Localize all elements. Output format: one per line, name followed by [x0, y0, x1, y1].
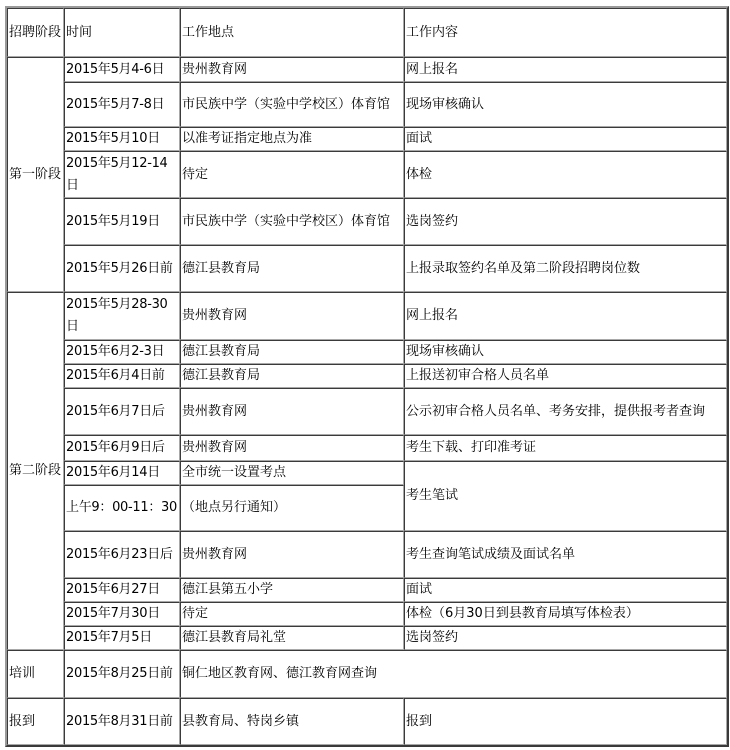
place-cell: 贵州教育网 [180, 388, 404, 435]
time-cell: 2015年6月9日后 [64, 435, 180, 461]
time-cell: 2015年5月7-8日 [64, 82, 180, 127]
time-cell: 2015年5月28-30日 [64, 292, 180, 340]
time-cell: 2015年6月14日 [64, 461, 180, 485]
place-cell: 市民族中学（实验中学校区）体育馆 [180, 198, 404, 245]
time-cell: 2015年7月30日 [64, 602, 180, 626]
place-cell: 德江县教育局 [180, 340, 404, 364]
time-cell: 2015年6月4日前 [64, 364, 180, 388]
time-cell: 2015年6月27日 [64, 578, 180, 602]
table-row [7, 198, 727, 245]
content-cell: 选岗签约 [404, 198, 727, 245]
place-cell: 德江县第五小学 [180, 578, 404, 602]
table-row [7, 364, 727, 388]
place-cell: 德江县教育局礼堂 [180, 626, 404, 650]
place-cell: 县教育局、特岗乡镇 [180, 698, 404, 745]
content-cell: 选岗签约 [404, 626, 727, 650]
time-cell: 2015年6月2-3日 [64, 340, 180, 364]
content-cell: 网上报名 [404, 292, 727, 340]
content-cell: 考生查询笔试成绩及面试名单 [404, 531, 727, 578]
header-content: 工作内容 [404, 8, 727, 57]
content-cell: 考生笔试 [404, 461, 727, 531]
time-cell: 2015年8月25日前 [64, 650, 180, 698]
stage-cell-stage1: 第一阶段 [7, 57, 64, 292]
time-cell: 2015年7月5日 [64, 626, 180, 650]
table-row [7, 578, 727, 602]
place-cell: 全市统一设置考点 [180, 461, 404, 485]
table-row [7, 388, 727, 435]
table-row [7, 292, 727, 340]
place-cell: （地点另行通知） [180, 485, 404, 531]
stage-cell-report: 报到 [7, 698, 64, 745]
place-cell: 市民族中学（实验中学校区）体育馆 [180, 82, 404, 127]
content-cell: 面试 [404, 578, 727, 602]
place-cell: 贵州教育网 [180, 531, 404, 578]
table-row [7, 435, 727, 461]
table-row [7, 127, 727, 151]
content-cell: 网上报名 [404, 57, 727, 82]
table-row [7, 57, 727, 82]
content-cell: 体检 [404, 151, 727, 198]
time-cell: 2015年6月23日后 [64, 531, 180, 578]
stage-cell-stage2: 第二阶段 [7, 292, 64, 650]
content-cell: 现场审核确认 [404, 82, 727, 127]
table-row [7, 650, 727, 698]
place-cell: 铜仁地区教育网、德江教育网查询 [180, 650, 727, 698]
place-cell: 贵州教育网 [180, 57, 404, 82]
time-cell: 上午9：00-11：30 [64, 485, 180, 531]
table-row [7, 245, 727, 292]
table-row [7, 602, 727, 626]
recruitment-schedule-table [5, 6, 729, 747]
content-cell: 上报录取签约名单及第二阶段招聘岗位数 [404, 245, 727, 292]
header-stage: 招聘阶段 [7, 8, 64, 57]
place-cell: 待定 [180, 151, 404, 198]
table-row [7, 461, 727, 485]
place-cell: 贵州教育网 [180, 292, 404, 340]
table-row [7, 626, 727, 650]
header-row [7, 8, 727, 57]
content-cell: 体检（6月30日到县教育局填写体检表） [404, 602, 727, 626]
content-cell: 现场审核确认 [404, 340, 727, 364]
table-row [7, 340, 727, 364]
stage-cell-training: 培训 [7, 650, 64, 698]
content-cell: 上报送初审合格人员名单 [404, 364, 727, 388]
content-cell: 面试 [404, 127, 727, 151]
time-cell: 2015年8月31日前 [64, 698, 180, 745]
table-row [7, 698, 727, 745]
table-row [7, 531, 727, 578]
place-cell: 德江县教育局 [180, 364, 404, 388]
content-cell: 公示初审合格人员名单、考务安排，提供报考者查询 [404, 388, 727, 435]
place-cell: 德江县教育局 [180, 245, 404, 292]
time-cell: 2015年5月12-14日 [64, 151, 180, 198]
header-time: 时间 [64, 8, 180, 57]
time-cell: 2015年5月10日 [64, 127, 180, 151]
time-cell: 2015年5月26日前 [64, 245, 180, 292]
content-cell: 报到 [404, 698, 727, 745]
header-place: 工作地点 [180, 8, 404, 57]
time-cell: 2015年5月4-6日 [64, 57, 180, 82]
table-row [7, 82, 727, 127]
table-row [7, 151, 727, 198]
content-cell: 考生下载、打印准考证 [404, 435, 727, 461]
time-cell: 2015年5月19日 [64, 198, 180, 245]
place-cell: 贵州教育网 [180, 435, 404, 461]
place-cell: 以准考证指定地点为准 [180, 127, 404, 151]
place-cell: 待定 [180, 602, 404, 626]
time-cell: 2015年6月7日后 [64, 388, 180, 435]
